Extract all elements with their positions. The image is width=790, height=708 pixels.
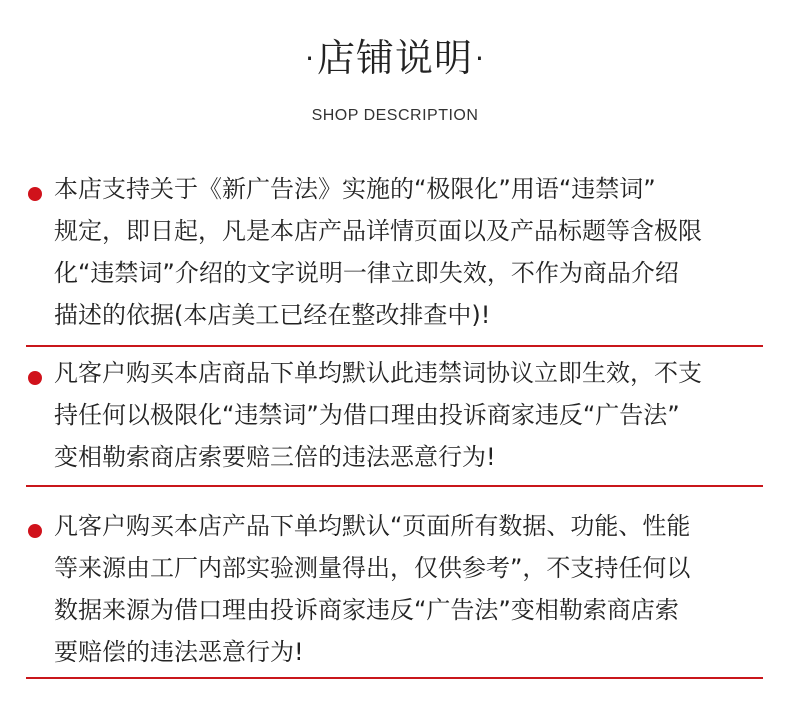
header [0,30,790,126]
bullet-dot-icon [28,371,42,385]
notice-line: 描述的依据(本店美工已经在整改排查中)! [54,301,491,329]
notice-line: 持任何以极限化“违禁词”为借口理由投诉商家违反“广告法” [54,401,680,429]
notice-section-1 [26,168,763,347]
notice-line: 等来源由工厂内部实验测量得出，仅供参考”，不支持任何以 [54,554,691,582]
notice-text [54,505,766,673]
bullet-dot-icon [28,524,42,538]
page-subtitle: SHOP DESCRIPTION [311,107,479,124]
notice-text [54,352,766,478]
title-left-dot: · [305,42,315,75]
notice-line: 数据来源为借口理由投诉商家违反“广告法”变相勒索商店索 [54,596,679,624]
notice-line: 凡客户购买本店产品下单均默认“页面所有数据、功能、性能 [54,512,691,540]
title-right-dot: · [475,42,485,75]
notice-section-3 [26,505,763,679]
notice-line: 本店支持关于《新广告法》实施的“极限化”用语“违禁词” [54,175,656,203]
notice-text [54,168,766,336]
notice-line: 要赔偿的违法恶意行为! [54,638,304,666]
bullet-dot-icon [28,187,42,201]
notice-line: 变相勒索商店索要赔三倍的违法恶意行为! [54,443,496,471]
notice-section-2 [26,352,763,487]
title-text: 店铺说明 [316,36,473,80]
notice-line: 规定，即日起，凡是本店产品详情页面以及产品标题等含极限 [54,217,702,245]
notice-line: 凡客户购买本店商品下单均默认此违禁词协议立即生效，不支 [54,359,702,387]
page-title [0,30,790,90]
notice-line: 化“违禁词”介绍的文字说明一律立即失效，不作为商品介绍 [54,259,679,287]
